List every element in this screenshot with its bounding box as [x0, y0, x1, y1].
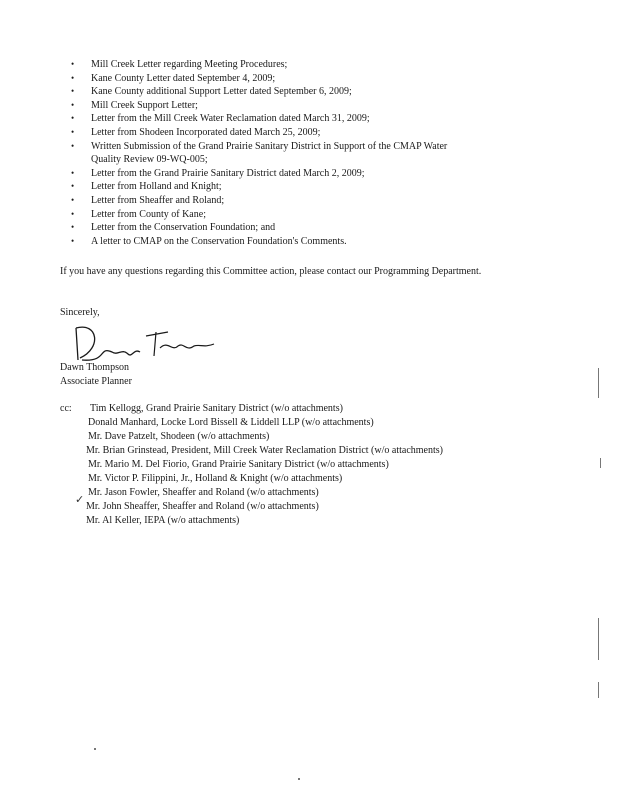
signer-title: Associate Planner [60, 376, 132, 387]
enclosure-text: Kane County additional Support Letter dated September 6, 2009; [91, 86, 352, 98]
handwritten-signature [68, 318, 218, 366]
bullet-icon: • [71, 222, 75, 233]
signer-name: Dawn Thompson [60, 362, 129, 373]
bullet-icon: • [71, 208, 75, 219]
bullet-icon: • [71, 126, 75, 137]
cc-recipient: Mr. John Sheaffer, Sheaffer and Roland (w/o attachments) [86, 501, 319, 512]
enclosure-text: Letter from the Grand Prairie Sanitary District dated March 2, 2009; [91, 167, 365, 179]
list-item [60, 208, 530, 222]
list-item [60, 167, 530, 181]
bullet-icon: • [71, 86, 75, 97]
scan-artifact [298, 778, 300, 780]
cc-recipient: Mr. Brian Grinstead, President, Mill Creek Water Reclamation District (w/o attachments) [86, 445, 443, 456]
scan-artifact [598, 682, 599, 698]
list-item [60, 221, 530, 235]
cc-recipient: Mr. Mario M. Del Fiorio, Grand Prairie Sanitary District (w/o attachments) [88, 459, 389, 470]
enclosure-text: Mill Creek Letter regarding Meeting Procedures; [91, 59, 288, 70]
bullet-icon: • [71, 72, 75, 83]
list-item [60, 126, 530, 140]
list-item [60, 140, 530, 167]
cc-recipient: Mr. Victor P. Filippini, Jr., Holland & Knight (w/o attachments) [88, 473, 343, 484]
list-item [60, 180, 530, 194]
bullet-icon: • [71, 235, 75, 246]
list-item [60, 194, 530, 208]
enclosure-text: Kane County Letter dated September 4, 2009; [91, 72, 276, 84]
bullet-icon: • [71, 140, 75, 151]
bullet-icon: • [71, 181, 75, 192]
list-item [60, 112, 530, 126]
list-item [60, 58, 530, 72]
bullet-icon: • [71, 194, 75, 205]
enclosure-text: A letter to CMAP on the Conservation Foundation's Comments. [91, 235, 347, 247]
cc-recipient: Donald Manhard, Locke Lord Bissell & Liddell LLP (w/o attachments) [88, 417, 374, 428]
enclosure-text: Letter from Shodeen Incorporated dated March 25, 2009; [91, 126, 321, 138]
enclosure-text: Letter from the Mill Creek Water Reclamation dated March 31, 2009; [91, 113, 370, 125]
cc-recipient: Mr. Al Keller, IEPA (w/o attachments) [86, 515, 240, 526]
bullet-icon: • [71, 113, 75, 124]
bullet-icon: • [71, 167, 75, 178]
cc-label: cc: [60, 403, 72, 414]
enclosure-text: Mill Creek Support Letter; [91, 99, 198, 111]
enclosure-text: Written Submission of the Grand Prairie Sanitary District in Support of the CMAP Water [91, 140, 448, 152]
enclosure-text: Letter from the Conservation Foundation; and [91, 222, 276, 234]
bullet-icon: • [71, 99, 75, 110]
cc-recipient: Tim Kellogg, Grand Prairie Sanitary District (w/o attachments) [90, 403, 343, 414]
scan-artifact [600, 458, 601, 468]
contact-paragraph: If you have any questions regarding this Committee action, please contact our Programming Department. [60, 266, 482, 277]
scan-artifact [94, 748, 96, 750]
enclosure-list [60, 58, 530, 248]
scan-artifact [598, 618, 599, 660]
checkmark-icon: ✓ [75, 494, 85, 506]
cc-recipient: Mr. Jason Fowler, Sheaffer and Roland (w/o attachments) [88, 487, 319, 498]
closing-salutation: Sincerely, [60, 307, 100, 318]
cc-recipient: Mr. Dave Patzelt, Shodeen (w/o attachments) [88, 431, 270, 442]
list-item [60, 235, 530, 249]
enclosure-text: Letter from Holland and Knight; [91, 181, 222, 193]
list-item [60, 72, 530, 86]
scan-artifact [598, 368, 599, 398]
list-item [60, 99, 530, 113]
enclosure-text-continuation: Quality Review 09-WQ-005; [91, 154, 208, 166]
bullet-icon: • [71, 59, 75, 69]
enclosure-text: Letter from Sheaffer and Roland; [91, 194, 225, 206]
enclosure-text: Letter from County of Kane; [91, 208, 206, 220]
list-item [60, 85, 530, 99]
